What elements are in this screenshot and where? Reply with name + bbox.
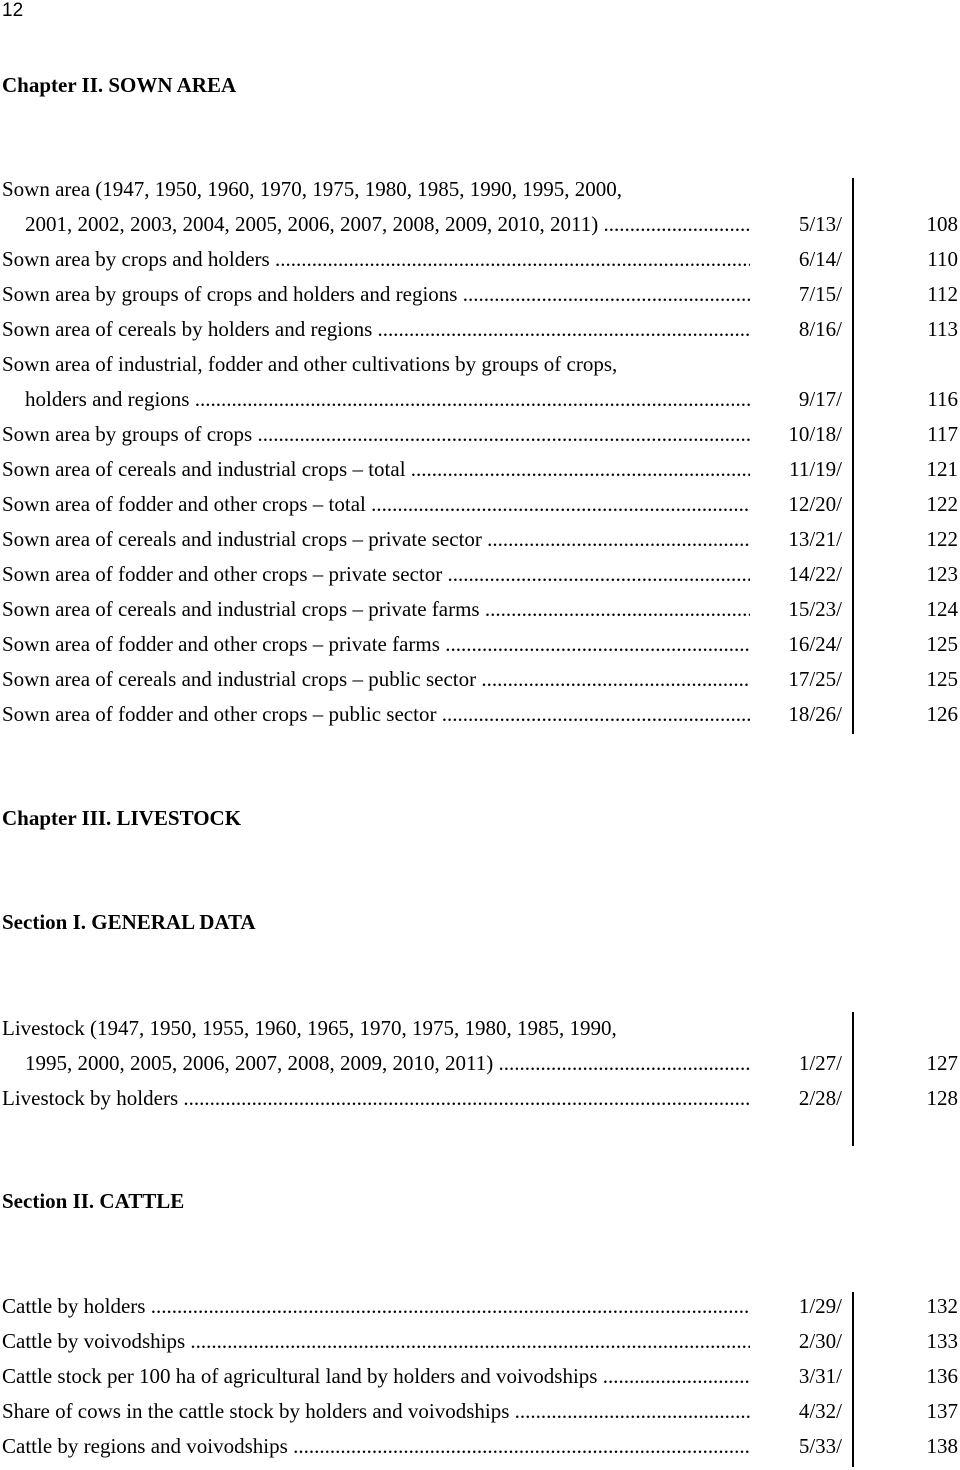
page-reference: 124 — [926, 597, 958, 621]
toc-entry[interactable] — [0, 523, 960, 558]
toc-entry[interactable] — [0, 628, 960, 663]
toc-entry-title: Sown area of cereals and industrial crops – private farms ..... — [2, 597, 750, 622]
toc-entry[interactable] — [0, 418, 960, 453]
toc-entry — [0, 173, 960, 208]
toc-entry[interactable] — [0, 243, 960, 278]
section-2-toc — [0, 1290, 960, 1465]
chapter-2-toc — [0, 173, 960, 733]
toc-entry[interactable] — [0, 208, 960, 243]
table-number: 11/19/ — [789, 457, 842, 481]
toc-entry-title: Sown area of cereals and industrial crops – public sector ..... — [2, 667, 750, 692]
chapter-3-heading: Chapter III. LIVESTOCK — [2, 806, 242, 830]
toc-entry-title: Sown area of fodder and other crops – private sector ..... — [2, 562, 750, 587]
page-number: 12 — [2, 0, 24, 21]
section-1-toc — [0, 1012, 960, 1117]
toc-entry-title: Sown area by crops and holders ..... — [2, 247, 750, 272]
table-number: 4/32/ — [798, 1399, 842, 1423]
table-number: 7/15/ — [798, 282, 842, 306]
toc-entry-title: Sown area of industrial, fodder and other cultivations by groups of crops, — [2, 352, 618, 376]
page-reference: 127 — [926, 1051, 958, 1075]
table-number: 17/25/ — [788, 667, 842, 691]
table-number: 2/28/ — [798, 1086, 842, 1110]
toc-entry[interactable] — [0, 1290, 960, 1325]
toc-entry[interactable] — [0, 1430, 960, 1465]
table-number: 10/18/ — [788, 422, 842, 446]
page-reference: 108 — [926, 212, 958, 236]
table-number: 12/20/ — [788, 492, 842, 516]
page-reference: 125 — [926, 667, 958, 691]
toc-entry[interactable] — [0, 313, 960, 348]
table-number: 3/31/ — [798, 1364, 842, 1388]
page-reference: 110 — [927, 247, 958, 271]
page-reference: 132 — [926, 1294, 958, 1318]
table-number: 18/26/ — [788, 702, 842, 726]
page-reference: 117 — [927, 422, 958, 446]
table-number: 6/14/ — [798, 247, 842, 271]
toc-entry-title: Sown area of cereals and industrial crops – total ..... — [2, 457, 750, 482]
toc-entry-title: Sown area by groups of crops ..... — [2, 422, 750, 447]
table-number: 14/22/ — [788, 562, 842, 586]
table-number: 15/23/ — [788, 597, 842, 621]
toc-entry[interactable] — [0, 453, 960, 488]
table-number: 8/16/ — [798, 317, 842, 341]
toc-entry — [0, 348, 960, 383]
table-number: 13/21/ — [788, 527, 842, 551]
toc-entry-title: Sown area of cereals and industrial crops – private sector ..... — [2, 527, 750, 552]
page-reference: 122 — [926, 492, 958, 516]
page-reference: 121 — [926, 457, 958, 481]
toc-entry-title: Livestock (1947, 1950, 1955, 1960, 1965, 1970, 1975, 1980, 1985, 1990, — [2, 1016, 617, 1040]
toc-entry[interactable] — [0, 1047, 960, 1082]
page-reference: 138 — [926, 1434, 958, 1458]
toc-entry[interactable] — [0, 698, 960, 733]
toc-entry-title: Cattle by voivodships ..... — [2, 1329, 750, 1354]
table-number: 5/33/ — [798, 1434, 842, 1458]
chapter-2-heading: Chapter II. SOWN AREA — [2, 73, 237, 97]
table-number: 16/24/ — [788, 632, 842, 656]
toc-entry-title: Cattle stock per 100 ha of agricultural land by holders and voivodships ..... — [2, 1364, 750, 1389]
table-number: 9/17/ — [798, 387, 842, 411]
page-reference: 113 — [927, 317, 958, 341]
page-reference: 137 — [926, 1399, 958, 1423]
toc-entry[interactable] — [0, 1082, 960, 1117]
page-reference: 126 — [926, 702, 958, 726]
toc-entry-title: Cattle by holders ..... — [2, 1294, 750, 1319]
toc-entry[interactable] — [0, 488, 960, 523]
toc-entry-title: Sown area by groups of crops and holders and regions ..... — [2, 282, 750, 307]
toc-entry[interactable] — [0, 1360, 960, 1395]
toc-entry-title: Sown area of fodder and other crops – public sector ..... — [2, 702, 750, 727]
toc-entry[interactable] — [0, 1325, 960, 1360]
section-1-heading: Section I. GENERAL DATA — [2, 910, 256, 934]
toc-entry-title: Sown area (1947, 1950, 1960, 1970, 1975, 1980, 1985, 1990, 1995, 2000, — [2, 177, 623, 201]
toc-entry[interactable] — [0, 663, 960, 698]
toc-entry-title: Sown area of fodder and other crops – private farms ..... — [2, 632, 750, 657]
toc-entry[interactable] — [0, 593, 960, 628]
toc-entry[interactable] — [0, 1395, 960, 1430]
page-reference: 123 — [926, 562, 958, 586]
table-number: 5/13/ — [798, 212, 842, 236]
toc-entry[interactable] — [0, 558, 960, 593]
toc-entry-title: Cattle by regions and voivodships ..... — [2, 1434, 750, 1459]
page-reference: 136 — [926, 1364, 958, 1388]
section-2-heading: Section II. CATTLE — [2, 1189, 185, 1213]
toc-entry — [0, 1012, 960, 1047]
table-number: 2/30/ — [798, 1329, 842, 1353]
table-number: 1/27/ — [798, 1051, 842, 1075]
table-number: 1/29/ — [798, 1294, 842, 1318]
toc-entry-title: holders and regions ..... — [25, 387, 750, 412]
page-reference: 125 — [926, 632, 958, 656]
page-reference: 128 — [926, 1086, 958, 1110]
toc-entry-title: Livestock by holders ..... — [2, 1086, 750, 1111]
toc-entry[interactable] — [0, 383, 960, 418]
page-reference: 112 — [927, 282, 958, 306]
toc-entry-title: 1995, 2000, 2005, 2006, 2007, 2008, 2009, 2010, 2011) ..... — [25, 1051, 750, 1076]
page-reference: 122 — [926, 527, 958, 551]
page-reference: 133 — [926, 1329, 958, 1353]
toc-entry-title: 2001, 2002, 2003, 2004, 2005, 2006, 2007, 2008, 2009, 2010, 2011) ..... — [25, 212, 750, 237]
toc-entry-title: Sown area of fodder and other crops – total ..... — [2, 492, 750, 517]
toc-entry-title: Share of cows in the cattle stock by holders and voivodships ..... — [2, 1399, 750, 1424]
page-reference: 116 — [927, 387, 958, 411]
toc-entry[interactable] — [0, 278, 960, 313]
toc-entry-title: Sown area of cereals by holders and regions ..... — [2, 317, 750, 342]
